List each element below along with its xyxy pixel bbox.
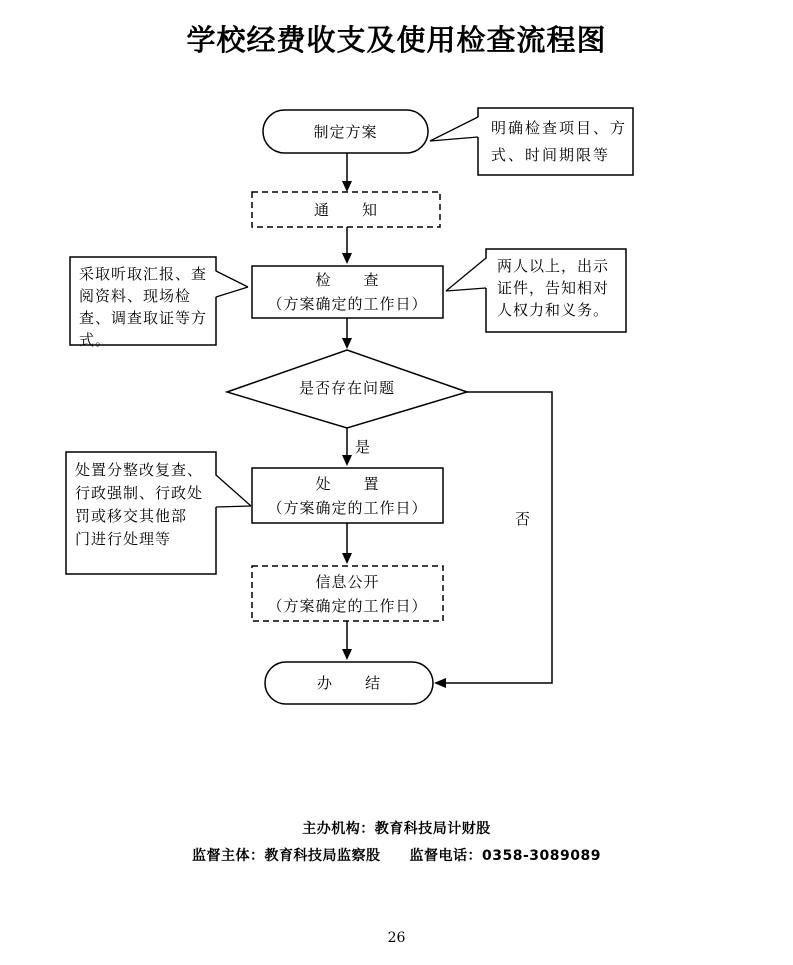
no-branch-connector [446, 392, 552, 683]
dispose-label: 处 置 （方案确定的工作日） [267, 474, 428, 517]
start-terminator-label: 制定方案 [313, 122, 378, 141]
decision-label: 是否存在问题 [298, 379, 395, 397]
page-number: 26 [387, 930, 406, 946]
footer-supervisor: 监督主体：教育科技局监察股 监督电话：0358-3089089 [192, 848, 601, 864]
publicity-label: 信息公开 （方案确定的工作日） [267, 572, 428, 615]
footer-organizer: 主办机构：教育科技局计财股 [302, 821, 491, 837]
notice-label: 通 知 [313, 200, 378, 219]
end-terminator-label: 办 结 [316, 674, 381, 692]
page-title: 学校经费收支及使用检查流程图 [186, 23, 607, 57]
decision-no-label: 否 [515, 510, 531, 528]
callout-inspect-left-text: 采取听取汇报、查 阅资料、现场检 查、调查取证等方 式。 [79, 265, 208, 349]
callout-plan-text: 明确检查项目、方 式、时间期限等 [491, 119, 628, 164]
callout-inspect-right-text: 两人以上，出示 证件，告知相对 人权力和义务。 [497, 257, 610, 319]
inspect-label: 检 查 （方案确定的工作日） [267, 271, 428, 313]
decision-yes-label: 是 [355, 438, 371, 456]
callout-dispose-text: 处置分整改复查、 行政强制、行政处 罚或移交其他部 门进行处理等 [75, 461, 204, 548]
